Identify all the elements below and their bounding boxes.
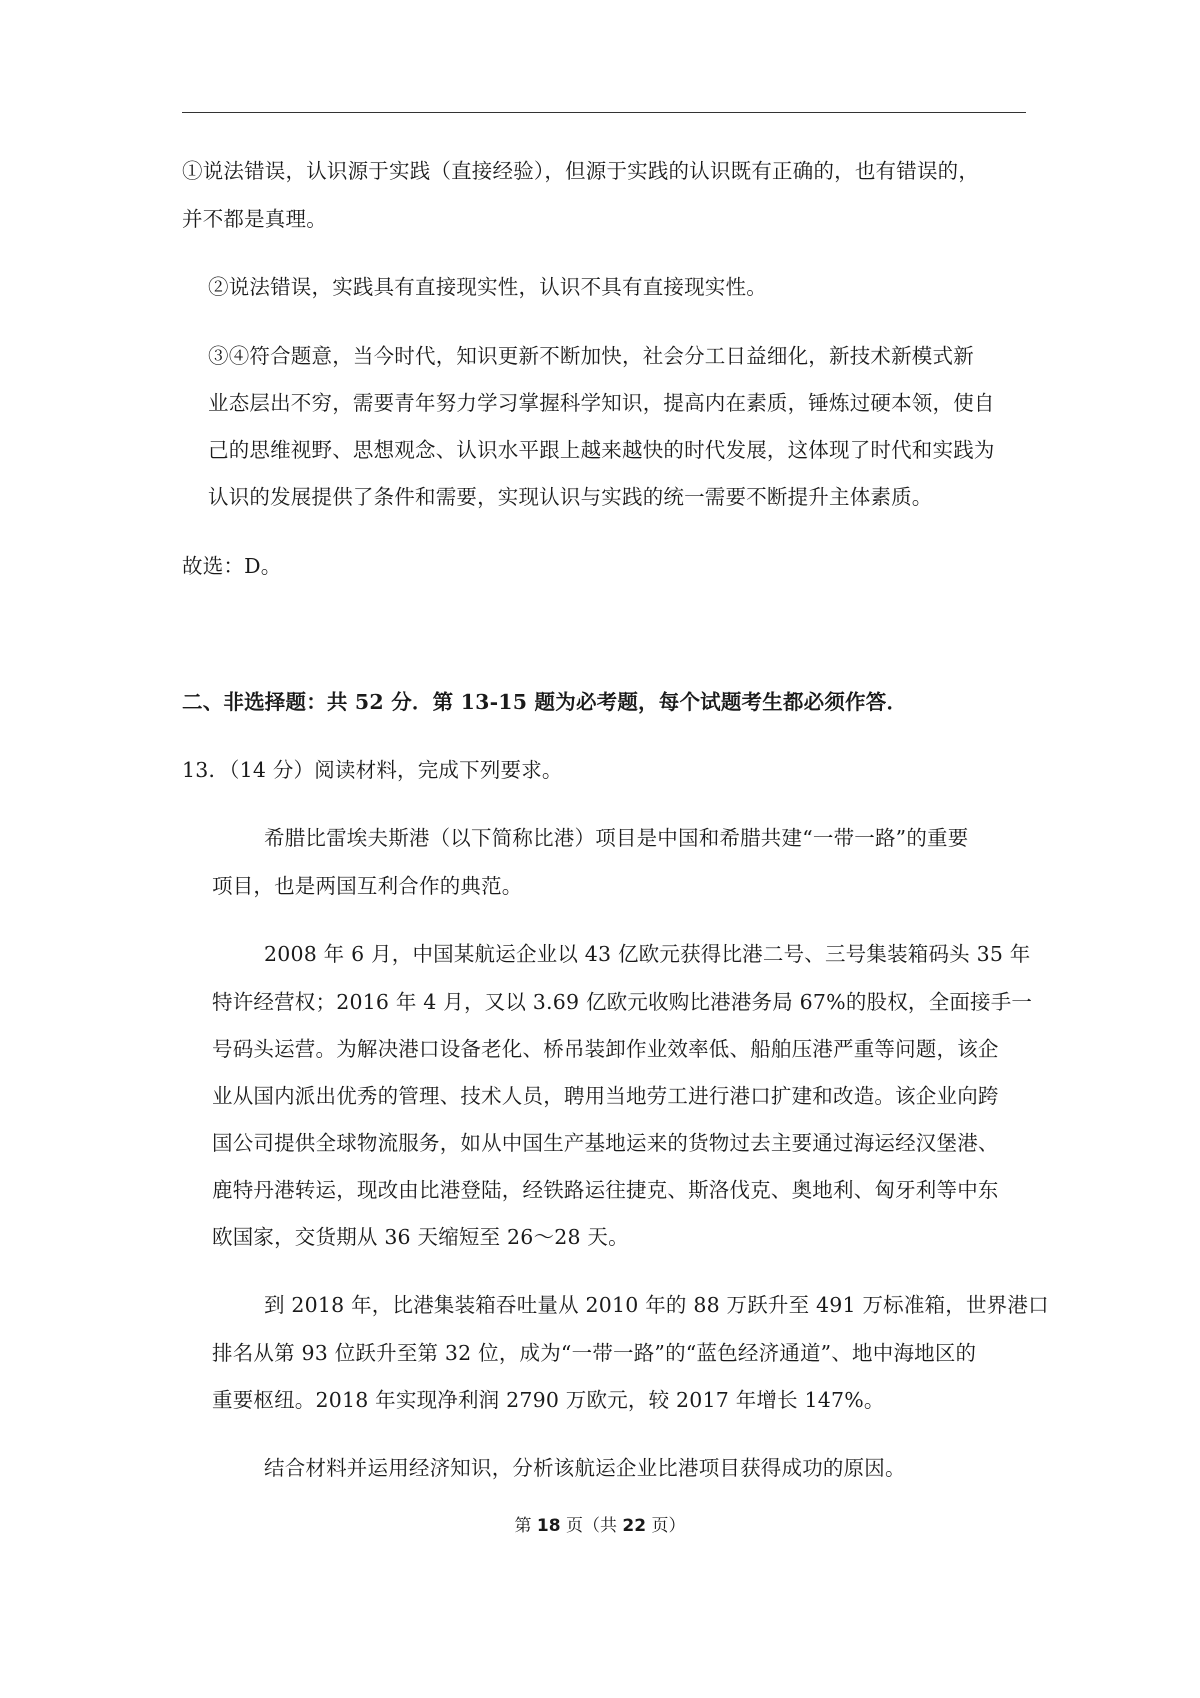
answer-choice: 故选：D。 — [182, 554, 282, 578]
footer-current-page: 18 — [536, 1516, 561, 1536]
question13-para3-line3: 重要枢纽。2018 年实现净利润 2790 万欧元，较 2017 年增长 147%。 — [212, 1388, 885, 1412]
footer-middle: 页（共 — [566, 1516, 617, 1536]
explanation-item34-line2: 业态层出不穷，需要青年努力学习掌握科学知识，提高内在素质，锤炼过硬本领，使自 — [208, 391, 995, 415]
footer-suffix: 页） — [651, 1516, 686, 1536]
explanation-item34-line4: 认识的发展提供了条件和需要，实现认识与实践的统一需要不断提升主体素质。 — [208, 485, 933, 509]
question13-para2-line1: 2008 年 6 月，中国某航运企业以 43 亿欧元获得比港二号、三号集装箱码头 35 年 — [264, 942, 1031, 966]
explanation-item2-line1: ②说法错误，实践具有直接现实性，认识不具有直接现实性。 — [208, 275, 767, 299]
question13-para1-line1: 希腊比雷埃夫斯港（以下简称比港）项目是中国和希腊共建“一带一路”的重要 — [264, 826, 969, 850]
footer-prefix: 第 — [514, 1516, 532, 1536]
question13-para1-line2: 项目，也是两国互利合作的典范。 — [212, 874, 523, 898]
question13-para2-line5: 国公司提供全球物流服务，如从中国生产基地运来的货物过去主要通过海运经汉堡港、 — [212, 1131, 999, 1155]
question13-para2-line6: 鹿特丹港转运，现改由比港登陆，经铁路运往捷克、斯洛伐克、奥地利、匈牙利等中东 — [212, 1178, 999, 1202]
footer-total-pages: 22 — [622, 1516, 647, 1536]
question13-para2-line4: 业从国内派出优秀的管理、技术人员，聘用当地劳工进行港口扩建和改造。该企业向跨 — [212, 1084, 999, 1108]
question13-para2-line2: 特许经营权；2016 年 4 月，又以 3.69 亿欧元收购比港港务局 67%的股权，全面接手一 — [212, 990, 1033, 1014]
explanation-item1-line1: ①说法错误，认识源于实践（直接经验），但源于实践的认识既有正确的，也有错误的， — [182, 159, 980, 183]
explanation-item34-line3: 己的思维视野、思想观念、认识水平跟上越来越快的时代发展，这体现了时代和实践为 — [208, 438, 995, 462]
question13-para3-line1: 到 2018 年，比港集装箱吞吐量从 2010 年的 88 万跃升至 491 万标准箱，世界港口 — [264, 1293, 1049, 1317]
explanation-item34-line1: ③④符合题意，当今时代，知识更新不断加快，社会分工日益细化，新技术新模式新 — [208, 344, 974, 368]
page-footer — [0, 1514, 1200, 1538]
question13-para2-line7: 欧国家，交货期从 36 天缩短至 26～28 天。 — [212, 1225, 629, 1249]
question13-task: 结合材料并运用经济知识，分析该航运企业比港项目获得成功的原因。 — [264, 1456, 906, 1480]
question13-para3-line2: 排名从第 93 位跃升至第 32 位，成为“一带一路”的“蓝色经济通道”、地中海地区的 — [212, 1341, 977, 1365]
question13-para2-line3: 号码头运营。为解决港口设备老化、桥吊装卸作业效率低、船舶压港严重等问题，该企 — [212, 1037, 999, 1061]
question13-stem: 13．（14 分）阅读材料，完成下列要求。 — [182, 758, 563, 782]
header-rule — [182, 112, 1026, 113]
explanation-item1-line2: 并不都是真理。 — [182, 207, 327, 231]
section-heading: 二、非选择题：共 52 分．第 13-15 题为必考题，每个试题考生都必须作答． — [182, 690, 908, 714]
